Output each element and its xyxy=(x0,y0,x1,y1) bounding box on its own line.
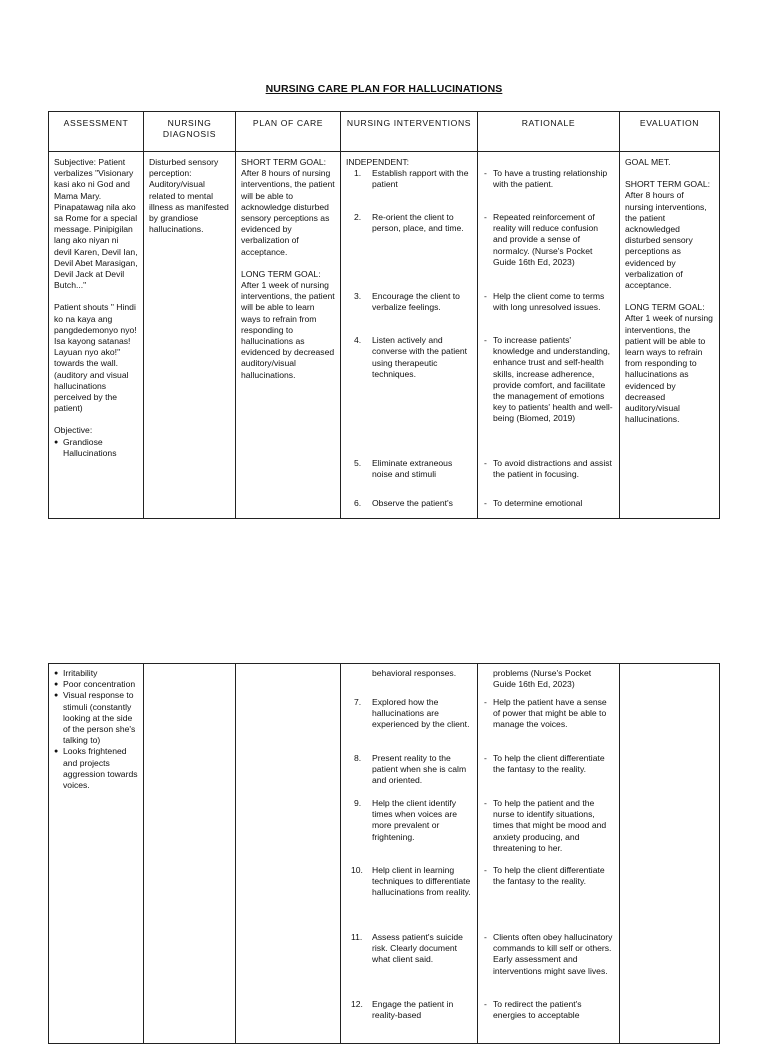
diagnosis-cell xyxy=(144,152,236,519)
rationale-item: - To increase patients' knowledge and understanding, enhance trust and self-health skills, increase adherence, provide comfort, and facilitate the management of emotions key to patients' health and well-being (Biomed, 2019) xyxy=(483,335,614,458)
eval-short-term-text: After 8 hours of nursing interventions, the patient acknowledged disturbed sensory perceptions as evidenced by verbalization of acceptance. xyxy=(625,190,707,291)
intervention-number: 10. xyxy=(351,865,363,875)
intervention-number: 6. xyxy=(354,498,362,509)
short-term-goal-text: After 8 hours of nursing interventions, the patient will be able to acknowledge disturbed sensory perceptions as evidenced by verbalization of acceptance. xyxy=(241,168,335,257)
intervention-item xyxy=(346,999,472,1021)
short-term-goal-label: SHORT TERM GOAL: xyxy=(241,157,327,167)
rationale-item: - To help the client differentiate the fantasy to the reality. xyxy=(483,865,614,932)
intervention-item xyxy=(346,697,472,753)
header-assessment: ASSESSMENT xyxy=(49,112,144,152)
header-nursing-interventions: NURSING INTERVENTIONS xyxy=(341,112,478,152)
objective-item: ● Irritability xyxy=(54,668,138,679)
intervention-item xyxy=(346,753,472,798)
intervention-item xyxy=(346,932,472,999)
rationale-item: - To help the client differentiate the fantasy to the reality. xyxy=(483,753,614,798)
rationale-cell xyxy=(478,152,620,519)
intervention-item xyxy=(346,335,472,458)
intervention-item xyxy=(346,291,472,335)
intervention-text: behavioral responses. xyxy=(372,668,457,678)
intervention-item xyxy=(346,458,472,498)
rationale-item: - Repeated reinforcement of reality will reduce confusion and provide a sense of normalcy. (Nurse's Pocket Guide 16th Ed, 2023) xyxy=(483,212,614,291)
rationale-item: - To help the patient and the nurse to identify situations, times that might be mood and anxiety producing, and threatening to her. xyxy=(483,798,614,865)
care-plan-table-page1 xyxy=(48,111,720,519)
intervention-item xyxy=(346,212,472,291)
intervention-number: 4. xyxy=(354,335,362,346)
intervention-text: Assess patient's suicide risk. Clearly document what client said. xyxy=(372,932,463,965)
evaluation-cell xyxy=(620,152,720,519)
long-term-goal-label: LONG TERM GOAL: xyxy=(241,268,321,279)
intervention-text: Help client in learning techniques to differentiate hallucinations from reality. xyxy=(372,865,471,898)
intervention-text: Encourage the client to verbalize feelings. xyxy=(372,291,460,313)
intervention-number: 1. xyxy=(354,168,362,179)
content-row xyxy=(49,152,720,519)
diagnosis-cell xyxy=(144,664,236,1044)
intervention-number: 11. xyxy=(351,932,363,942)
intervention-text: Explored how the hallucinations are experienced by the client. xyxy=(372,697,470,730)
objective-item: ● Poor concentration xyxy=(54,679,138,690)
header-row xyxy=(49,112,720,152)
evaluation-cell xyxy=(620,664,720,1044)
eval-long-term-text: After 1 week of nursing interventions, the patient will be able to learn ways to refrain from responding to hallucinations as evidenced by decreased auditory/visual hallucinations. xyxy=(625,313,713,425)
interventions-cell xyxy=(341,152,478,519)
intervention-number: 2. xyxy=(354,212,362,223)
header-nursing-diagnosis: NURSING DIAGNOSIS xyxy=(144,112,236,152)
header-evaluation: EVALUATION xyxy=(620,112,720,152)
rationale-item: - Help the patient have a sense of power that might be able to manage the voices. xyxy=(483,697,614,753)
assessment-cell xyxy=(49,152,144,519)
rationale-item: - To redirect the patient's energies to acceptable xyxy=(483,999,614,1021)
intervention-item xyxy=(346,498,472,509)
rationale-item: - Help the client come to terms with long unresolved issues. xyxy=(483,291,614,335)
objective-item: ● Grandiose Hallucinations xyxy=(54,437,138,459)
care-plan-table-page2 xyxy=(48,663,720,1044)
intervention-text: Engage the patient in reality-based xyxy=(372,999,454,1021)
intervention-text: Present reality to the patient when she is calm and oriented. xyxy=(372,753,467,786)
assessment-cell xyxy=(49,664,144,1044)
intervention-number: 5. xyxy=(354,458,362,469)
plan-cell xyxy=(236,152,341,519)
eval-long-term-label: LONG TERM GOAL: xyxy=(625,302,705,313)
goal-status: GOAL MET. xyxy=(625,157,671,167)
interventions-cell xyxy=(341,664,478,1044)
objective-item: ● Visual response to stimuli (constantly looking at the side of the person she's talking to) xyxy=(54,690,138,746)
diagnosis-text: Disturbed sensory perception: Auditory/visual related to mental illness as manifested by grandiose hallucinations. xyxy=(149,157,229,235)
intervention-text: Re-orient the client to person, place, and time. xyxy=(372,212,464,234)
intervention-number: 8. xyxy=(354,753,362,763)
plan-cell xyxy=(236,664,341,1044)
subjective-text: Subjective: Patient verbalizes "Visionary kasi ako ni God and Mama Mary. Pinapatawag nila ako sa Rome for a special message. Pinipigilan lang ako niyan ni devil Karen, Devil Ian, Devil Abet Marasigan, Devil Jack at Devil Butch..." xyxy=(54,157,138,291)
intervention-text: Observe the patient's xyxy=(372,498,453,509)
intervention-item xyxy=(346,865,472,932)
intervention-item xyxy=(346,168,472,212)
rationale-item: - To have a trusting relationship with the patient. xyxy=(483,168,614,212)
objective-item: ● Looks frightened and projects aggression towards voices. xyxy=(54,746,138,791)
intervention-number: 12. xyxy=(351,999,363,1009)
long-term-goal-text: After 1 week of nursing interventions, the patient will be able to learn ways to refrain from responding to hallucinations as evidenced by decreased auditory/visual hallucinations. xyxy=(241,280,335,380)
intervention-number: 3. xyxy=(354,291,362,302)
intervention-text: Listen actively and converse with the patient using therapeutic techniques. xyxy=(372,335,468,379)
rationale-continued: problems (Nurse's Pocket Guide 16th Ed, 2023) xyxy=(493,668,592,690)
intervention-text: Help the client identify times when voices are more prevalent or frightening. xyxy=(372,798,458,842)
intervention-number: 9. xyxy=(354,798,362,808)
content-row xyxy=(49,664,720,1044)
eval-short-term-label: SHORT TERM GOAL: xyxy=(625,179,711,190)
rationale-item: - To determine emotional xyxy=(483,498,614,509)
intervention-text: Eliminate extraneous noise and stimuli xyxy=(372,458,453,480)
rationale-item: - To avoid distractions and assist the patient in focusing. xyxy=(483,458,614,498)
intervention-continued xyxy=(346,668,472,697)
rationale-item: - Clients often obey hallucinatory commands to kill self or others. Early assessment and interventions might save lives. xyxy=(483,932,614,999)
intervention-text: Establish rapport with the patient xyxy=(372,168,469,190)
rationale-cell xyxy=(478,664,620,1044)
patient-shouts-text: Patient shouts " Hindi ko na kaya ang pangdedemonyo nyo! Isa kayong satanas! Layuan nyo ako!" towards the wall. (auditory and visual hallucinations perceived by the patient) xyxy=(54,302,137,414)
header-plan-of-care: PLAN OF CARE xyxy=(236,112,341,152)
intervention-item xyxy=(346,798,472,865)
intervention-number: 7. xyxy=(354,697,362,707)
header-rationale: RATIONALE xyxy=(478,112,620,152)
page-title: NURSING CARE PLAN FOR HALLUCINATIONS xyxy=(265,83,503,95)
objective-label: Objective: xyxy=(54,425,93,436)
independent-label: INDEPENDENT: xyxy=(346,157,410,167)
